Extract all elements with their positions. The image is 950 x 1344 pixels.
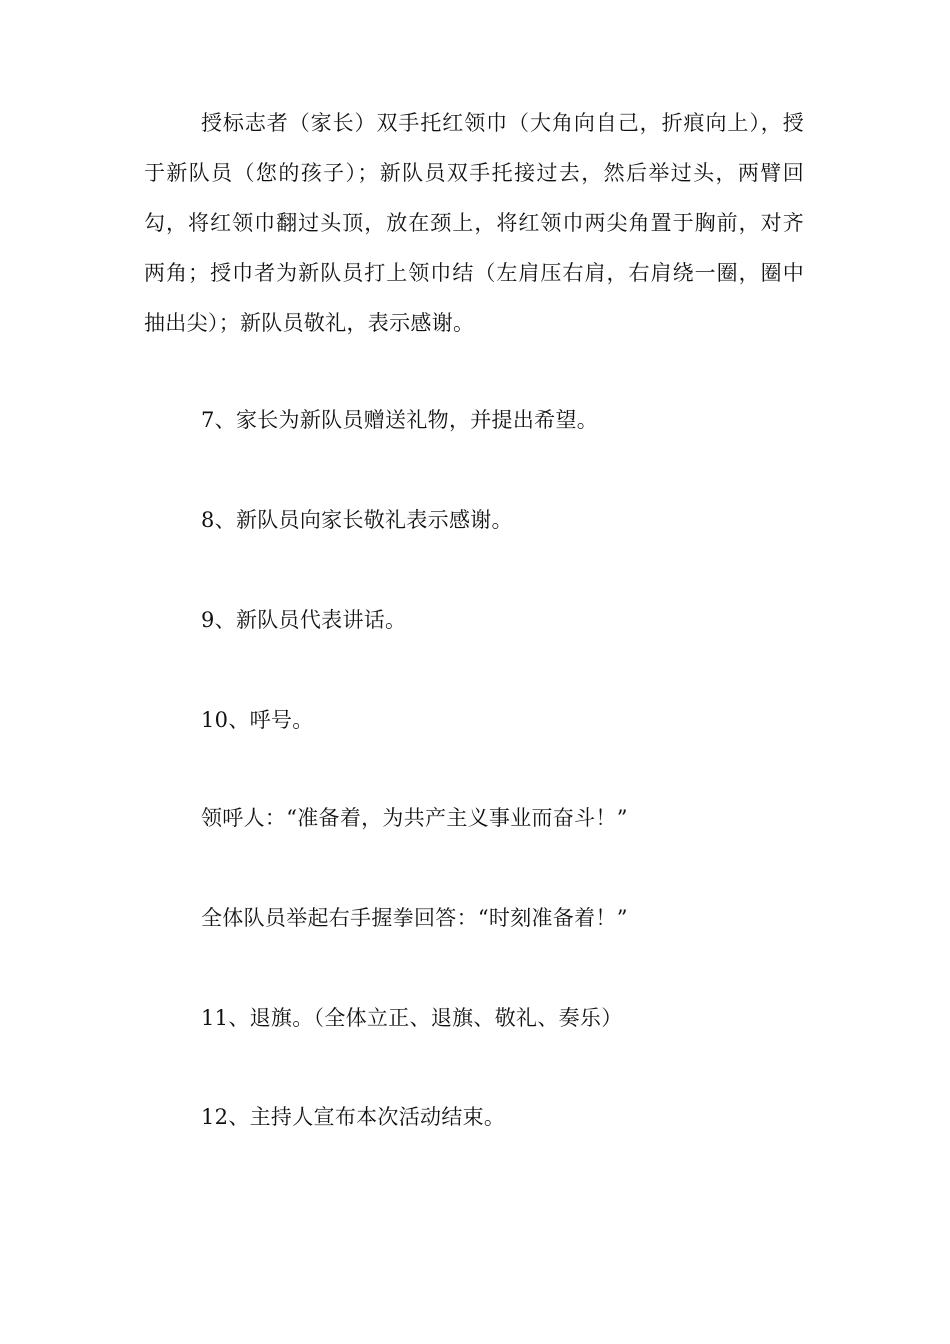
paragraph-neckerchief-ceremony: 授标志者（家长）双手托红领巾（大角向自己，折痕向上），授于新队员（您的孩子）；新队员双手托接过去，然后举过头，两臂回勾，将红领巾翻过头顶，放在颈上，将红领巾两尖角置于胸前，对齐两角；授巾者为新队员打上领巾结（左肩压右肩，右肩绕一圈，圈中抽出尖）；新队员敬礼，表示感谢。: [144, 111, 804, 335]
call-response-line: 全体队员举起右手握拳回答：“时刻准备着！”: [201, 906, 628, 930]
item-9-speech: 9、新队员代表讲话。: [201, 608, 407, 632]
item-8-salute: 8、新队员向家长敬礼表示感谢。: [201, 508, 513, 532]
item-7-gift: 7、家长为新队员赠送礼物，并提出希望。: [201, 408, 599, 432]
item-11-retire-flag: 11、退旗。（全体立正、退旗、敬礼、奏乐）: [201, 1006, 623, 1030]
item-12-closing: 12、主持人宣布本次活动结束。: [201, 1105, 506, 1129]
call-leader-line: 领呼人：“准备着，为共产主义事业而奋斗！”: [201, 806, 628, 830]
item-10-slogan: 10、呼号。: [201, 708, 314, 732]
